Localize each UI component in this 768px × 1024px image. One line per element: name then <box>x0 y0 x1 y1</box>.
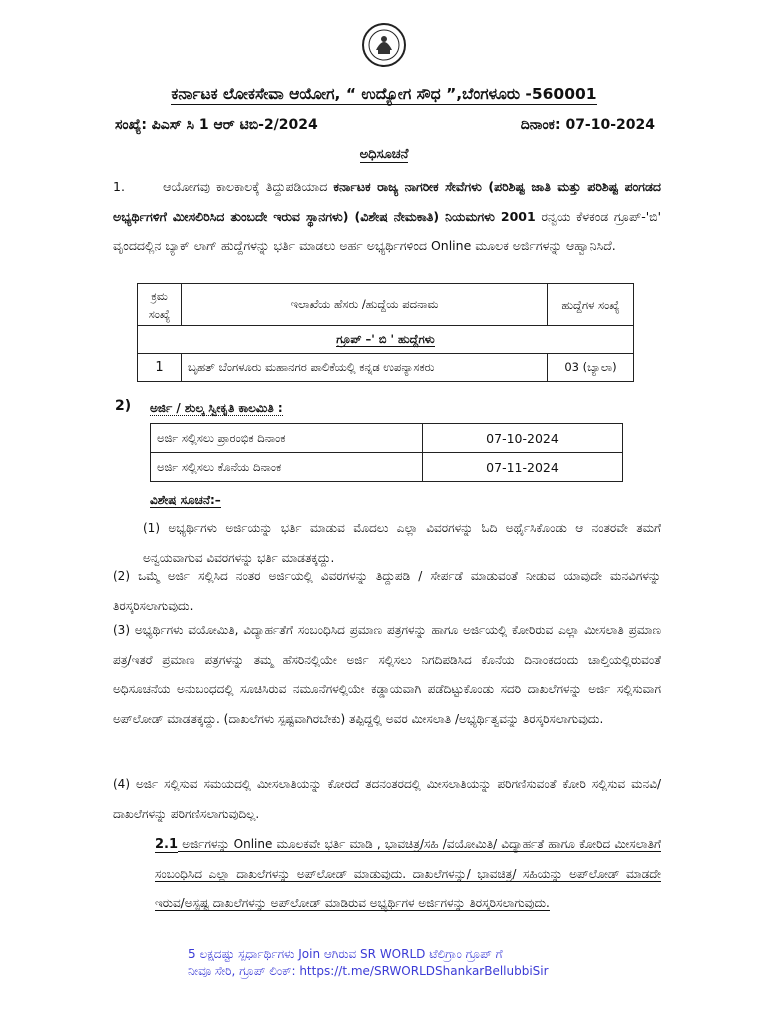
paragraph-text-cont: ರನ್ವಯ ಕೆಳಕಂಡ ಗ್ರೂಪ್-'ಬಿ' ವೃಂದದಲ್ಲಿನ ಬ್ಯಾಕ್ ಲಾಗ್ ಹುದ್ದೆಗಳನ್ನು ಭರ್ತಿ ಮಾಡಲು ಅರ್ಹ ಅಭ್ಯರ್ಥಿಗಳಿಂದ Online ಮೂಲಕ ಅರ್ಜಿಗಳನ್ನು ಆಹ್ವಾನಿಸಿದೆ. <box>113 208 661 253</box>
header-cell: ಇಲಾಖೆಯ ಹೆಸರು /ಹುದ್ದೆಯ ಪದನಾಮ <box>182 284 548 326</box>
paragraph-number: 1. <box>113 179 125 194</box>
rules-name: ಕರ್ನಾಟಕ ರಾಜ್ಯ ನಾಗರೀಕ ಸೇವೆಗಳು (ಪರಿಶಿಷ್ಟ ಜಾತಿ ಮತ್ತು ಪರಿಶಿಷ್ಟ ಪಂಗಡದ ಅಭ್ಯರ್ಥಿಗಳಿಗೆ ಮೀಸಲಿರಿಸಿದ ತುಂಬದೇ ಇರುವ ಸ್ಥಾನಗಳು) (ವಿಶೇಷ ನೇಮಕಾತಿ) ನಿಯಮಗಳು 2001 <box>113 179 661 224</box>
section-2-title: ಅರ್ಜಿ / ಶುಲ್ಕ ಸ್ವೀಕೃತಿ ಕಾಲಮಿತಿ : <box>150 401 283 415</box>
special-instructions-title: ವಿಶೇಷ ಸೂಚನೆ:– <box>150 493 221 507</box>
notification-heading: ಅಧಿಸೂಚನೆ <box>359 147 409 162</box>
table-row <box>138 354 634 382</box>
table-cell: 07-11-2024 <box>423 453 623 482</box>
header-cell: ಕ್ರಮ ಸಂಖ್ಯೆ <box>138 284 182 326</box>
table-cell: ಅರ್ಜಿ ಸಲ್ಲಿಸಲು ಕೊನೆಯ ದಿನಾಂಕ <box>151 453 423 482</box>
special-note-1: (1) ಅಭ್ಯರ್ಥಿಗಳು ಅರ್ಜಿಯನ್ನು ಭರ್ತಿ ಮಾಡುವ ಮೊದಲು ಎಲ್ಲಾ ವಿವರಗಳನ್ನು ಓದಿ ಅರ್ಥೈಸಿಕೊಂಡು ಆ ನಂತರವೇ ತಮಗೆ ಅನ್ವಯವಾಗುವ ವಿವರಗಳನ್ನು ಭರ್ತಿ ಮಾಡತಕ್ಕದ್ದು. <box>143 521 661 565</box>
table-cell: 1 <box>138 354 182 382</box>
subsection-text: ಅರ್ಜಿಗಳನ್ನು Online ಮೂಲಕವೇ ಭರ್ತಿ ಮಾಡಿ , ಭಾವಚಿತ್ರ/ಸಹಿ /ವಯೋಮಿತಿ/ ವಿದ್ಯಾರ್ಹತೆ ಹಾಗೂ ಕೋರಿದ ಮೀಸಲಾತಿಗೆ ಸಂಬಂಧಿಸಿದ ಎಲ್ಲಾ ದಾಖಲೆಗಳನ್ನು ಅಪ್‌ಲೋಡ್ ಮಾಡುವುದು. ದಾಖಲೆಗಳನ್ನು/ ಭಾವಚಿತ್ರ/ ಸಹಿಯನ್ನು ಅಪ್‌ಲೋಡ್ ಮಾಡದೇ ಇರುವ/ಅಸ್ಪಷ್ಟ ದಾಖಲೆಗಳನ್ನು ಅಪ್‌ಲೋಡ್ ಮಾಡಿರುವ ಅಭ್ಯರ್ಥಿಗಳ ಅರ್ಜಿಗಳನ್ನು ತಿರಸ್ಕರಿಸಲಾಗುವುದು. <box>155 837 661 910</box>
table-cell: 03 (ಬ್ಯಾಲಾ) <box>548 354 634 382</box>
reference-number: ಸಂಖ್ಯೆ: ಪಿಎಸ್ ಸಿ 1 ಆರ್ ಟಿಬಿ-2/2024 <box>115 117 318 133</box>
telegram-promo <box>188 946 608 980</box>
table-row <box>151 453 623 482</box>
posts-table <box>137 283 634 382</box>
notification-date: ದಿನಾಂಕ: 07-10-2024 <box>520 117 655 133</box>
group-row <box>138 326 634 354</box>
special-note-4: (4) ಅರ್ಜಿ ಸಲ್ಲಿಸುವ ಸಮಯದಲ್ಲಿ ಮೀಸಲಾತಿಯನ್ನು ಕೋರದೆ ತದನಂತರದಲ್ಲಿ ಮೀಸಲಾತಿಯನ್ನು ಪರಿಗಣಿಸುವಂತೆ ಕೋರಿ ಸಲ್ಲಿಸುವ ಮನವಿ/ದಾಖಲೆಗಳನ್ನು ಪರಿಗಣಿಸಲಾಗುವುದಿಲ್ಲ. <box>113 777 661 821</box>
paragraph-1 <box>113 172 661 261</box>
subsection-2-1 <box>155 830 661 919</box>
table-header-row <box>138 284 634 326</box>
special-note-3: (3) ಅಭ್ಯರ್ಥಿಗಳು ವಯೋಮಿತಿ, ವಿದ್ಯಾರ್ಹತೆಗೆ ಸಂಬಂಧಿಸಿದ ಪ್ರಮಾಣ ಪತ್ರಗಳನ್ನು ಹಾಗೂ ಅರ್ಜಿಯಲ್ಲಿ ಕೋರಿರುವ ಎಲ್ಲಾ ಮೀಸಲಾತಿ ಪ್ರಮಾಣ ಪತ್ರ/ಇತರೆ ಪ್ರಮಾಣ ಪತ್ರಗಳನ್ನು ತಮ್ಮ ಹೆಸರಿನಲ್ಲಿಯೇ ಅರ್ಜಿ ಸಲ್ಲಿಸಲು ನಿಗದಿಪಡಿಸಿದ ಕೊನೆಯ ದಿನಾಂಕದಂದು ಚಾಲ್ತಿಯಲ್ಲಿರುವಂತೆ ಅಧಿಸೂಚನೆಯ ಅನುಬಂಧದಲ್ಲಿ ಸೂಚಿಸಿರುವ ನಮೂನೆಗಳಲ್ಲಿಯೇ ಕಡ್ಡಾಯವಾಗಿ ಪಡೆದಿಟ್ಟುಕೊಂಡು ಸದರಿ ದಾಖಲೆಗಳನ್ನು ಅರ್ಜಿ ಸಲ್ಲಿಸುವಾಗ ಅಪ್‌ಲೋಡ್ ಮಾಡತಕ್ಕದ್ದು. (ದಾಖಲೆಗಳು ಸ್ಪಷ್ಟವಾಗಿರಬೇಕು) ತಪ್ಪಿದ್ದಲ್ಲಿ ಅವರ ಮೀಸಲಾತಿ /ಅಭ್ಯರ್ಥಿತ್ವವನ್ನು ತಿರಸ್ಕರಿಸಲಾಗುವುದು. <box>113 623 661 726</box>
page-title: ಕರ್ನಾಟಕ ಲೋಕಸೇವಾ ಆಯೋಗ, “ ಉದ್ಯೋಗ ಸೌಧ ”,ಬೆಂಗಳೂರು -560001 <box>171 85 597 103</box>
table-cell: ಅರ್ಜಿ ಸಲ್ಲಿಸಲು ಪ್ರಾರಂಭಿಕ ದಿನಾಂಕ <box>151 424 423 453</box>
promo-line-1: 5 ಲಕ್ಷದಷ್ಟು ಸ್ಪರ್ಧಾರ್ಥಿಗಳು Join ಆಗಿರುವ SR WORLD ಟೆಲಿಗ್ರಾಂ ಗ್ರೂಪ್ ಗೆ <box>188 947 503 961</box>
group-label: ಗ್ರೂಪ್ –' ಬಿ ' ಹುದ್ದೆಗಳು <box>336 332 435 346</box>
table-cell: ಬೃಹತ್ ಬೆಂಗಳೂರು ಮಹಾನಗರ ಪಾಲಿಕೆಯಲ್ಲಿ ಕನ್ನಡ ಉಪನ್ಯಾಸಕರು <box>182 354 548 382</box>
karnataka-emblem-icon <box>361 22 407 68</box>
table-row <box>151 424 623 453</box>
header-cell: ಹುದ್ದೆಗಳ ಸಂಖ್ಯೆ <box>548 284 634 326</box>
table-cell: 07-10-2024 <box>423 424 623 453</box>
subsection-number: 2.1 <box>155 837 179 852</box>
section-2-number: 2) <box>115 398 132 414</box>
promo-link[interactable]: ನೀವೂ ಸೇರಿ, ಗ್ರೂಪ್ ಲಿಂಕ್: https://t.me/SRWORLDShankarBellubbiSir <box>188 964 549 978</box>
dates-table <box>150 423 623 482</box>
paragraph-text: ಆಯೋಗವು ಕಾಲಕಾಲಕ್ಕೆ ತಿದ್ದುಪಡಿಯಾದ <box>163 179 334 194</box>
special-note-2: (2) ಒಮ್ಮೆ ಅರ್ಜಿ ಸಲ್ಲಿಸಿದ ನಂತರ ಅರ್ಜಿಯಲ್ಲಿ ವಿವರಗಳನ್ನು ತಿದ್ದುಪಡಿ / ಸೇರ್ಪಡೆ ಮಾಡುವಂತೆ ನೀಡುವ ಯಾವುದೇ ಮನವಿಗಳನ್ನು ತಿರಸ್ಕರಿಸಲಾಗುವುದು. <box>113 569 661 613</box>
